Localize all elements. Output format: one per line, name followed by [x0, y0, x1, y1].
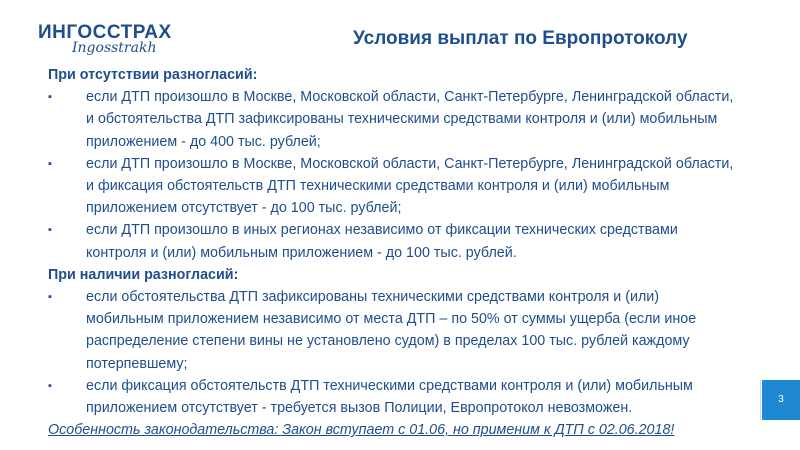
list-item-text: если ДТП произошло в Москве, Московской области, Санкт-Петербурге, Ленинградской области, и обстоятельства ДТП зафиксированы техническими средствами контроля и (или) мобильным приложением - до 400 тыс. рублей;	[86, 89, 734, 150]
bullet-icon: ▪	[48, 157, 52, 170]
bullet-icon: ▪	[48, 224, 52, 237]
list-item	[48, 153, 738, 220]
bullet-icon: ▪	[48, 91, 52, 104]
section-heading-no-dispute: При отсутствии разногласий:	[48, 67, 258, 83]
page-number-badge: 3	[762, 380, 800, 420]
logo-wordmark: ИНГОССТРАХ	[38, 22, 172, 43]
list-item	[48, 286, 738, 375]
list-item	[48, 219, 738, 263]
bullet-icon: ▪	[48, 291, 52, 304]
legislation-note: Особенность законодательства: Закон вступает с 01.06, но применим к ДТП с 02.06.2018!	[48, 422, 675, 439]
bullet-icon: ▪	[48, 379, 52, 392]
dispute-list	[48, 286, 738, 419]
list-item	[48, 86, 738, 153]
no-dispute-list	[48, 86, 738, 264]
list-item	[48, 375, 738, 419]
slide-content	[48, 64, 738, 441]
list-item-text: если обстоятельства ДТП зафиксированы техническими средствами контроля и (или) мобильным приложением независимо от места ДТП – по 50% от суммы ущерба (если иное распределение степени вины не установлено судом) в пределах 100 тыс. рублей каждому потерпевшему;	[86, 289, 697, 372]
section-heading-dispute: При наличии разногласий:	[48, 266, 239, 283]
list-item-text: если фиксация обстоятельств ДТП техническими средствами контроля и (или) мобильным приложением отсутствует - требуется вызов Полиции, Европротокол невозможен.	[86, 377, 693, 417]
list-item-text: если ДТП произошло в Москве, Московской области, Санкт-Петербурге, Ленинградской области, и фиксация обстоятельств ДТП техническими средствами контроля и (или) мобильным приложением отсутствует - до 100 тыс. рублей;	[86, 155, 734, 217]
ingosstrakh-logo	[38, 22, 178, 62]
list-item-text: если ДТП произошло в иных регионах независимо от фиксации технических средствами контроля и (или) мобильным приложением - до 100 тыс. рублей.	[86, 222, 678, 261]
page-title: Условия выплат по Европротоколу	[353, 28, 688, 49]
logo-script: Ingosstrakh	[72, 40, 157, 56]
page-number-divider	[760, 380, 761, 420]
